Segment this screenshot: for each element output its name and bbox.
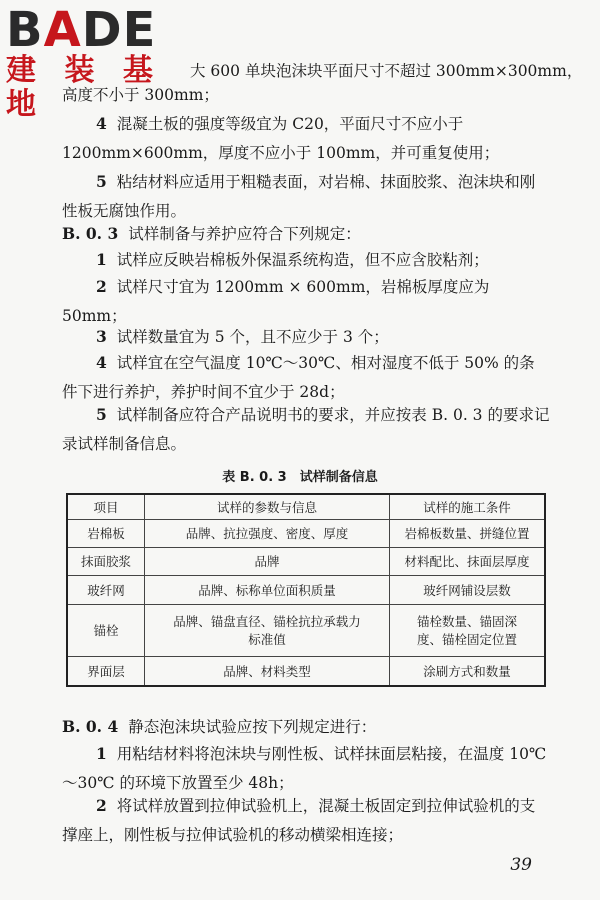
step-2: 2 将试样放置到拉伸试验机上，混凝土板固定到拉伸试验机的支撑座上，刚性板与拉伸试验机的移动横梁相连接； [62,796,536,844]
table-row: 锚栓 品牌、锚盘直径、锚栓抗拉承载力标准值 锚栓数量、锚固深度、锚栓固定位置 [67,604,545,656]
item-5: 5 试样制备应符合产品说明书的要求，并应按表 B. 0. 3 的要求记录试样制备信息。 [62,405,550,453]
logo-subtitle: 建 装 基 地 [6,53,162,122]
step-1: 1 用粘结材料将泡沫块与刚性板、试样抹面层粘接，在温度 10℃～30℃ 的环境下放置至少 48h； [62,744,547,792]
text-line: 高度不小于 300mm； [62,86,219,104]
item-1: 1 试样应反映岩棉板外保温系统构造，但不应含胶粘剂； [96,250,489,269]
section-b03: B. 0. 3 试样制备与养护应符合下列规定： [62,224,361,243]
table-caption: 表 B. 0. 3 试样制备信息 [222,470,378,485]
table-row: 玻纤网 品牌、标称单位面积质量 玻纤网铺设层数 [67,575,545,604]
table-row: 岩棉板 品牌、抗拉强度、密度、厚度 岩棉板数量、拼缝位置 [67,519,545,547]
item-2: 2 试样尺寸宜为 1200mm × 600mm，岩棉板厚度应为 50mm； [62,277,490,325]
section-b04: B. 0. 4 静态泡沫块试验应按下列规定进行： [62,717,377,736]
text-line: 大 600 单块泡沫块平面尺寸不超过 300mm×300mm， [190,62,583,80]
item-4: 4 试样宜在空气温度 10℃～30℃、相对湿度不低于 50% 的条件下进行养护，养护时间不宜少于 28d； [62,353,535,401]
table-row: 抹面胶浆 品牌 材料配比、抹面层厚度 [67,547,545,575]
clause-5: 5 粘结材料应适用于粗糙表面，对岩棉、抹面胶浆、泡沫块和刚性板无腐蚀作用。 [62,172,536,220]
logo-wordmark: BADE [6,2,157,58]
sample-prep-table [66,493,546,687]
table-row: 界面层 品牌、材料类型 涂刷方式和数量 [67,656,545,686]
clause-4: 4 混凝土板的强度等级宜为 C20，平面尺寸不应小于 1200mm×600mm，厚度不应小于 100mm，并可重复使用； [62,114,500,162]
item-3: 3 试样数量宜为 5 个，且不应少于 3 个； [96,327,389,346]
table-header-row: 项目 试样的参数与信息 试样的施工条件 [67,494,545,519]
page-number: 39 [510,855,532,875]
